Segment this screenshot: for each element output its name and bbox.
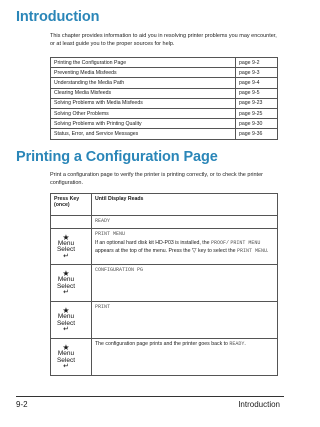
menu-select-key-icon: ★ Menu Select ↵ xyxy=(56,269,76,296)
toc-page: page 9-4 xyxy=(236,78,278,88)
down-key-icon: ▽ xyxy=(191,247,197,254)
config-paragraph: Print a configuration page to verify the printer is printing correctly, or to check the printer configuration. xyxy=(50,172,263,186)
menu-select-key-icon: ★ Menu Select ↵ xyxy=(56,232,76,260)
toc-row xyxy=(51,129,278,139)
toc-title: Status, Error, and Service Messages xyxy=(51,129,236,139)
toc-title: Solving Problems with Media Misfeeds xyxy=(51,98,236,108)
footer-section: Introduction xyxy=(238,400,280,409)
toc-title: Understanding the Media Path xyxy=(51,78,236,88)
toc-page: page 9-36 xyxy=(236,129,278,139)
page-number: 9-2 xyxy=(16,400,28,409)
display-print: PRINT xyxy=(92,302,278,339)
display-final: The configuration page prints and the printer goes back to READY. xyxy=(92,339,278,376)
toc-title: Solving Problems with Printing Quality xyxy=(51,119,236,129)
menu-select-key xyxy=(51,265,92,302)
footer-rule xyxy=(16,396,284,397)
empty-key-cell xyxy=(51,216,92,229)
display-ready: READY xyxy=(92,216,278,229)
toc-row xyxy=(51,98,278,108)
chapter-contents-table xyxy=(50,57,278,140)
toc-row xyxy=(51,119,278,129)
display-print-menu: PRINT MENU If an optional hard disk kit HD-P03 is installed, the PROOF/ PRINT MENU appears at the top of the menu. Press the ▽ key to select the PRINT MENU. xyxy=(92,229,278,265)
intro-heading: Introduction xyxy=(16,9,100,25)
menu-select-key xyxy=(51,339,92,376)
header-press-key: Press Key (once) xyxy=(51,194,92,216)
toc-page: page 9-30 xyxy=(236,119,278,129)
toc-title: Clearing Media Misfeeds xyxy=(51,88,236,98)
display-configuration-pg: CONFIGURATION PG xyxy=(92,265,278,302)
procedure-table xyxy=(50,193,278,376)
toc-page: page 9-2 xyxy=(236,58,278,68)
menu-select-key xyxy=(51,229,92,265)
toc-page: page 9-23 xyxy=(236,98,278,108)
toc-title: Preventing Media Misfeeds xyxy=(51,68,236,78)
toc-page: page 9-25 xyxy=(236,108,278,118)
toc-title: Solving Other Problems xyxy=(51,108,236,118)
menu-select-key xyxy=(51,302,92,339)
toc-row xyxy=(51,88,278,98)
toc-page: page 9-3 xyxy=(236,68,278,78)
menu-select-key-icon: ★ Menu Select ↵ xyxy=(56,343,76,370)
toc-row xyxy=(51,58,278,68)
menu-select-key-icon: ★ Menu Select ↵ xyxy=(56,306,76,333)
toc-row xyxy=(51,78,278,88)
toc-title: Printing the Configuration Page xyxy=(51,58,236,68)
toc-row xyxy=(51,108,278,118)
toc-page: page 9-5 xyxy=(236,88,278,98)
config-heading: Printing a Configuration Page xyxy=(16,149,218,165)
header-display-reads: Until Display Reads xyxy=(92,194,278,216)
intro-paragraph: This chapter provides information to aid you in resolving printer problems you may encounter, or at least guide you to the proper sources for help. xyxy=(50,33,277,47)
toc-row xyxy=(51,68,278,78)
